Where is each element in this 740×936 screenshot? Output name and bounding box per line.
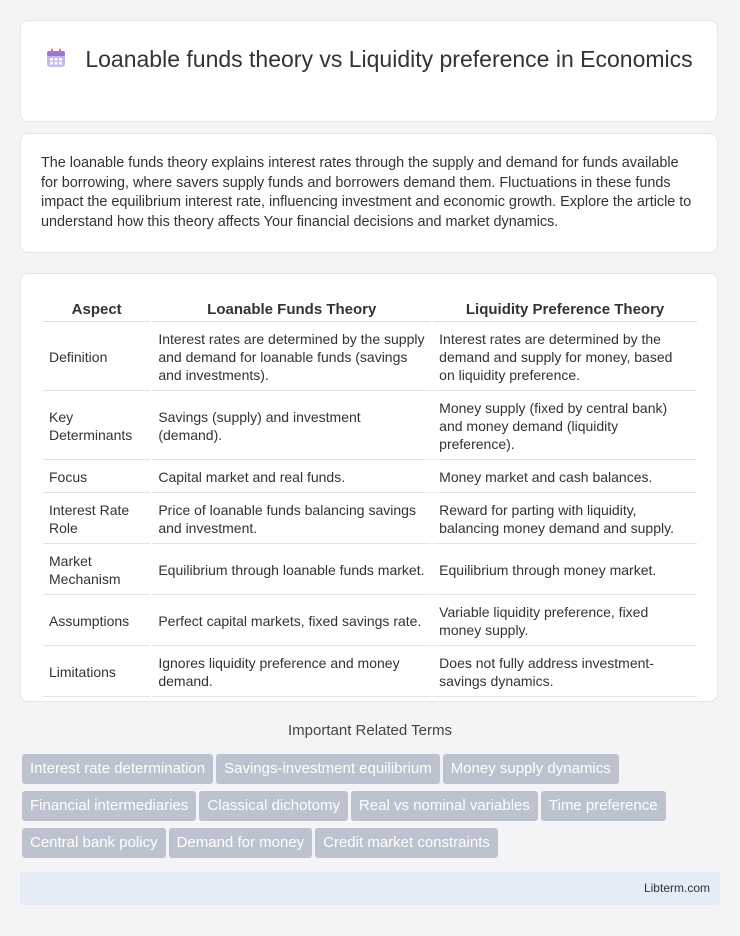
intro-card bbox=[20, 133, 718, 253]
page-title bbox=[21, 45, 717, 74]
row-aspect: Definition bbox=[43, 324, 150, 391]
row-liquidity: Reward for parting with liquidity, balancing money demand and supply. bbox=[433, 495, 697, 544]
calendar-icon bbox=[45, 47, 67, 69]
related-term-tag[interactable]: Classical dichotomy bbox=[199, 791, 348, 821]
row-loanable: Equilibrium through loanable funds market. bbox=[152, 546, 431, 595]
table-header-row bbox=[43, 298, 697, 322]
table-row bbox=[43, 495, 697, 544]
related-term-tag[interactable]: Demand for money bbox=[169, 828, 313, 858]
row-loanable: Price of loanable funds balancing savings and investment. bbox=[152, 495, 431, 544]
table-row bbox=[43, 393, 697, 460]
related-term-tag[interactable]: Real vs nominal variables bbox=[351, 791, 538, 821]
header-liquidity-preference: Liquidity Preference Theory bbox=[433, 298, 697, 322]
related-term-tag[interactable]: Savings-investment equilibrium bbox=[216, 754, 440, 784]
row-aspect: Focus bbox=[43, 462, 150, 493]
title-card bbox=[20, 20, 718, 122]
row-liquidity: Does not fully address investment-savings dynamics. bbox=[433, 648, 697, 697]
row-liquidity: Variable liquidity preference, fixed money supply. bbox=[433, 597, 697, 646]
table-row bbox=[43, 546, 697, 595]
row-loanable: Capital market and real funds. bbox=[152, 462, 431, 493]
related-terms-title: Important Related Terms bbox=[288, 722, 452, 739]
row-loanable: Perfect capital markets, fixed savings rate. bbox=[152, 597, 431, 646]
table-row bbox=[43, 324, 697, 391]
row-loanable: Ignores liquidity preference and money demand. bbox=[152, 648, 431, 697]
related-term-tag[interactable]: Time preference bbox=[541, 791, 666, 821]
comparison-table bbox=[41, 296, 699, 699]
row-loanable: Savings (supply) and investment (demand). bbox=[152, 393, 431, 460]
related-term-tag[interactable]: Interest rate determination bbox=[22, 754, 213, 784]
row-aspect: Assumptions bbox=[43, 597, 150, 646]
related-terms-list bbox=[22, 754, 722, 865]
related-term-tag[interactable]: Financial intermediaries bbox=[22, 791, 196, 821]
row-liquidity: Interest rates are determined by the demand and supply for money, based on liquidity preference. bbox=[433, 324, 697, 391]
comparison-card bbox=[20, 273, 718, 702]
related-term-tag[interactable]: Credit market constraints bbox=[315, 828, 498, 858]
footer bbox=[20, 872, 720, 905]
footer-site-link[interactable]: Libterm.com bbox=[643, 881, 710, 895]
row-aspect: Market Mechanism bbox=[43, 546, 150, 595]
row-aspect: Interest Rate Role bbox=[43, 495, 150, 544]
row-liquidity: Equilibrium through money market. bbox=[433, 546, 697, 595]
intro-paragraph: The loanable funds theory explains interest rates through the supply and demand for funds available for borrowing, where savers supply funds and borrowers demand them. Fluctuations in these funds impact the equilibrium interest rate, influencing investment and economic growth. Explore the article to understand how this theory affects Your financial decisions and market dynamics. bbox=[41, 155, 692, 230]
row-aspect: Key Determinants bbox=[43, 393, 150, 460]
related-term-tag[interactable]: Central bank policy bbox=[22, 828, 166, 858]
row-loanable: Interest rates are determined by the supply and demand for loanable funds (savings and investments). bbox=[152, 324, 431, 391]
page-title-text: Loanable funds theory vs Liquidity preference in Economics bbox=[85, 46, 693, 72]
header-aspect: Aspect bbox=[43, 298, 150, 322]
row-liquidity: Money supply (fixed by central bank) and money demand (liquidity preference). bbox=[433, 393, 697, 460]
row-liquidity: Money market and cash balances. bbox=[433, 462, 697, 493]
table-row bbox=[43, 648, 697, 697]
related-term-tag[interactable]: Money supply dynamics bbox=[443, 754, 619, 784]
table-row bbox=[43, 462, 697, 493]
table-row bbox=[43, 597, 697, 646]
header-loanable-funds: Loanable Funds Theory bbox=[152, 298, 431, 322]
row-aspect: Limitations bbox=[43, 648, 150, 697]
